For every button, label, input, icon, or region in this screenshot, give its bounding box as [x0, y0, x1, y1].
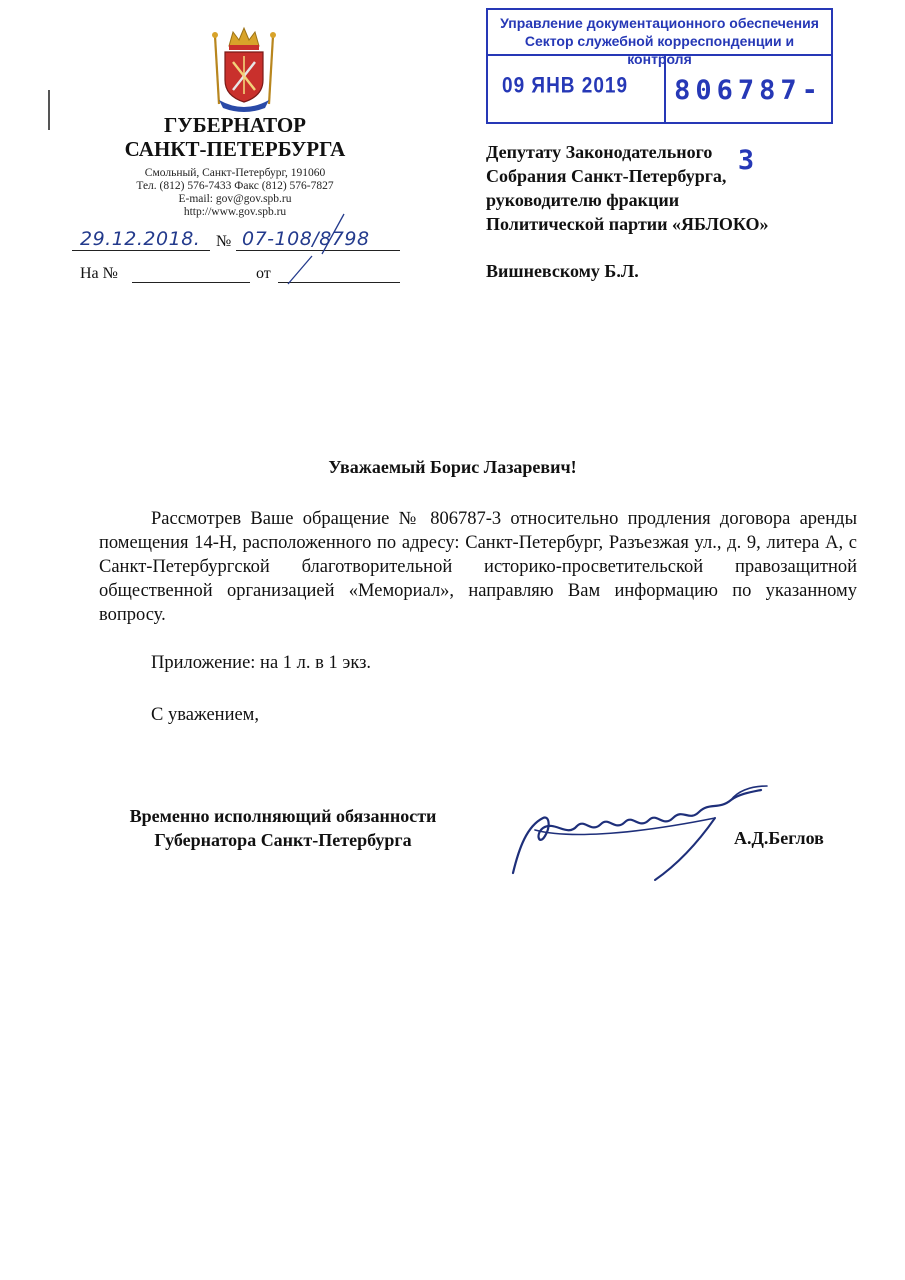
- signatory-role: [96, 804, 470, 852]
- role-line-2: Губернатора Санкт-Петербурга: [154, 830, 412, 850]
- role-line-1: Временно исполняющий обязанности: [129, 806, 437, 826]
- from-label: от: [256, 265, 271, 282]
- stamp-line-2: Сектор служебной корреспонденции и контроля: [524, 33, 795, 67]
- stamp-line-1: Управление документационного обеспечения: [500, 15, 819, 31]
- closing: С уважением,: [151, 705, 260, 725]
- letter-body: Рассмотрев Ваше обращение № 806787-3 относительно продления договора аренды помещения 14-Н, расположенного по адресу: Санкт-Петербург, Разъезжая ул., д. 9, литера А, с Санкт-Петербургской благотворительной историко-просветительской правозащитной общественной организацией «Мемориал», направляю Вам информацию по указанному вопросу.: [99, 509, 857, 625]
- stamp-header: [488, 10, 831, 67]
- addressee-line-3: руководителю фракции: [486, 190, 680, 210]
- addressee-block: [486, 140, 886, 236]
- number-label: №: [216, 233, 232, 250]
- registration-date: 29.12.2018.: [80, 228, 201, 250]
- pen-slash-marks: [260, 210, 360, 290]
- addressee-line-4: Политической партии «ЯБЛОКО»: [486, 214, 769, 234]
- registration-number: 07-108/8798: [242, 228, 370, 250]
- signatory-name: А.Д.Беглов: [734, 828, 824, 848]
- salutation: Уважаемый Борис Лазаревич!: [328, 457, 577, 477]
- stamp-number: 806787-3: [664, 56, 831, 122]
- margin-mark: [48, 90, 53, 130]
- reference-label: На №: [80, 265, 118, 282]
- governor-title: [70, 113, 400, 161]
- attachment-note: Приложение: на 1 л. в 1 экз.: [151, 653, 372, 673]
- title-line-1: ГУБЕРНАТОР: [163, 113, 307, 137]
- address-text: Смольный, Санкт-Петербург, 191060: [144, 167, 326, 179]
- addressee-name: Вишневскому Б.Л.: [486, 261, 639, 281]
- email-text: E-mail: gov@gov.spb.ru: [178, 193, 292, 205]
- addressee-line-1: Депутату Законодательного: [486, 142, 713, 162]
- website-text: http://www.gov.spb.ru: [183, 206, 287, 218]
- addressee-line-2: Собрания Санкт-Петербурга,: [486, 166, 727, 186]
- stamp-date: 09 ЯНВ 2019: [502, 74, 629, 99]
- coat-of-arms-icon: [203, 22, 285, 114]
- phone-fax-text: Тел. (812) 576-7433 Факс (812) 576-7827: [136, 180, 334, 192]
- title-line-2: САНКТ-ПЕТЕРБУРГА: [124, 137, 346, 161]
